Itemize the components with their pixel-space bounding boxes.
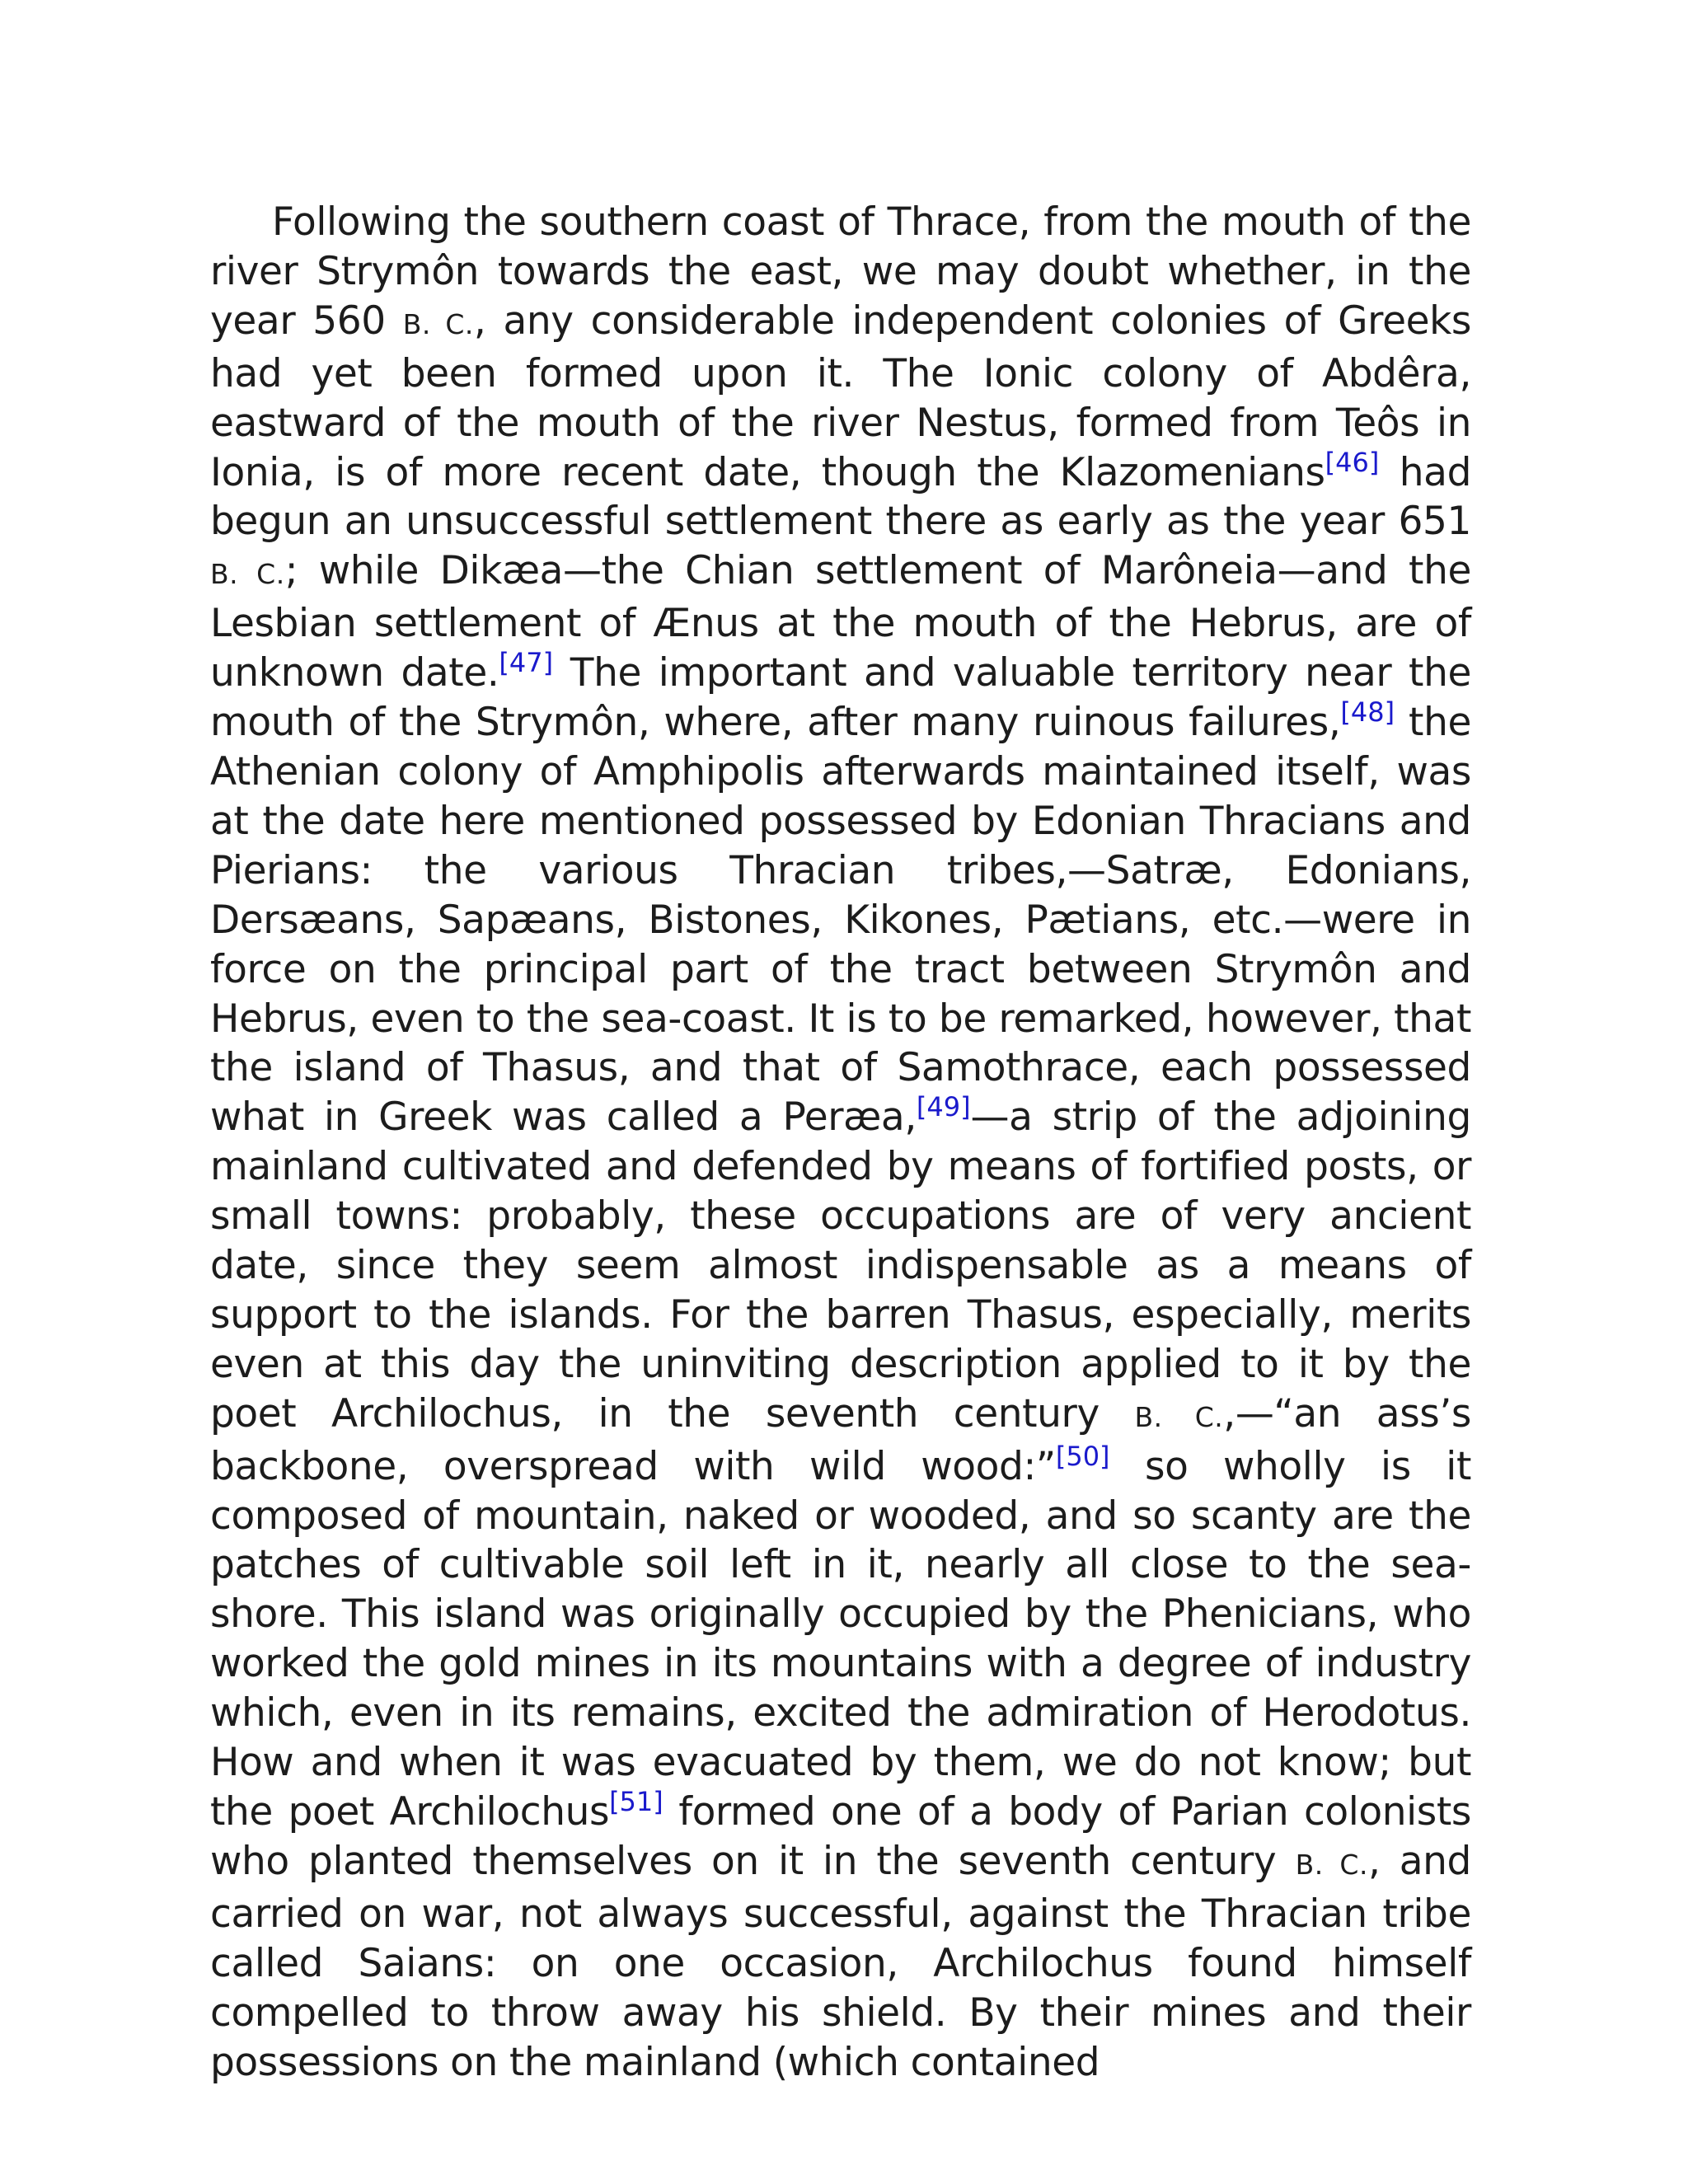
text-segment: , and carried on war, not always successful, against the Thracian tribe called Saians: on one occasion, Archilochus found himself compelled to throw away his shield. By their mines and their possessions on the mainland (which contained — [210, 1838, 1471, 2085]
footnote-link-47[interactable]: [47] — [499, 647, 554, 679]
text-segment: ,—“an ass’s backbone, overspread with wild wood:” — [210, 1390, 1471, 1489]
era-abbreviation: B. C. — [1134, 1400, 1224, 1433]
footnote-link-51[interactable]: [51] — [609, 1786, 663, 1817]
text-segment: the Athenian colony of Amphipolis afterwards maintained itself, was at the date here mentioned possessed by Edonian Thracians and Pierians: the various Thracian tribes,—Satræ, Edonians, Dersæans, Sapæans, Bistones, Kikones, Pætians, etc.—were in force on the principal part of the tract between Strymôn and Hebrus, even to the sea-coast. It is to be remarked, however, that the island of Thasus, and that of Samothrace, each possessed what in Greek was called a Peræa, — [210, 700, 1471, 1141]
text-segment: so wholly is it composed of mountain, naked or wooded, and so scanty are the patches of cultivable soil left in it, nearly all close to the sea-shore. This island was originally occupied by the Phenicians, who worked the gold mines in its mountains with a degree of industry which, even in its remains, excited the admiration of Herodotus. How and when it was evacuated by them, we do not know; but the poet Archilochus — [210, 1443, 1471, 1835]
era-abbreviation: B. C. — [402, 307, 474, 340]
era-abbreviation: B. C. — [210, 558, 285, 591]
text-segment: The important and valuable territory near the mouth of the Strymôn, where, after many ruinous failures, — [210, 650, 1471, 746]
text-segment: , any considerable independent colonies of Greeks had yet been formed upon it. The Ionic colony of Abdêra, eastward of the mouth of the river Nestus, formed from Teôs in Ionia, is of more recent date, though the Klazomenians — [210, 298, 1472, 495]
footnote-link-46[interactable]: [46] — [1325, 446, 1380, 478]
footnote-link-48[interactable]: [48] — [1340, 696, 1395, 729]
era-abbreviation: B. C. — [1295, 1848, 1368, 1881]
footnote-link-49[interactable]: [49] — [916, 1091, 971, 1123]
text-segment: Following the southern coast of Thrace, from the mouth of the river Strymôn towards the east, we may doubt whether, in the year 560 — [210, 199, 1471, 344]
footnote-link-50[interactable]: [50] — [1055, 1440, 1110, 1472]
text-segment: had begun an unsuccessful settlement there as early as the year 651 — [210, 449, 1472, 545]
page-body — [210, 198, 1472, 2085]
text-segment: —a strip of the adjoining mainland cultivated and defended by means of fortified posts, or small towns: probably, these occupations are of very ancient date, since they seem almost indispensable as a means of support to the islands. For the barren Thasus, especially, merits even at this day the uninviting description applied to it by the poet Archilochus, in the seventh century — [210, 1094, 1471, 1436]
text-segment: formed one of a body of Parian colonists who planted themselves on it in the seventh century — [210, 1789, 1472, 1884]
main-paragraph — [210, 198, 1471, 2087]
text-segment: ; while Dikæa—the Chian settlement of Marôneia—and the Lesbian settlement of Ænus at the mouth of the Hebrus, are of unknown date. — [210, 548, 1471, 696]
